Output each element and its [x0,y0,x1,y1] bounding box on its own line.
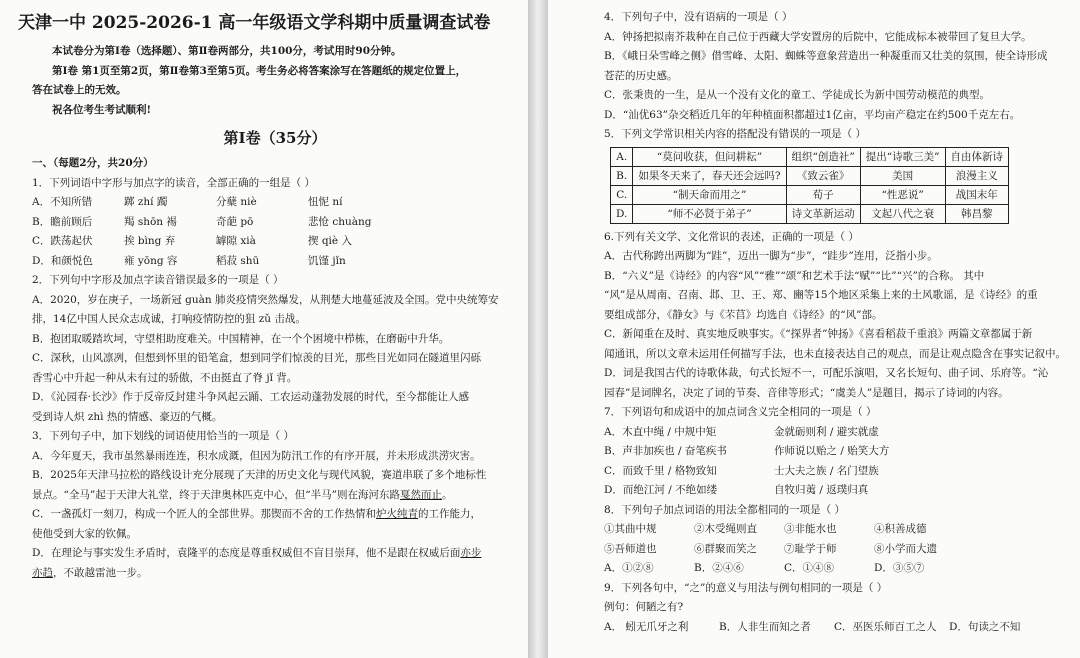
question-8 [604,501,1072,579]
question-4 [604,8,1072,125]
q2-option-c-cont: 香雪心中升起一种从未有过的骄傲，不由挺直了脊 jǐ 背。 [32,371,298,384]
q3-option-d-cont: 亦趋，不敢越雷池一步。 [32,566,148,579]
q2-option-b[interactable]: B．抱团取暖踏坎坷，守望相助度难关。中国精神，在一个个困境中栉栋，在磨砺中升华。 [32,332,450,345]
q1-option-c[interactable]: C．跌荡起伏 挨 bìng 弃 罅隙 xià 揳 qiè 入 [32,235,352,247]
part-header: 一、（每题2分，共20分） [32,157,154,169]
underlined-phrase: 亦步 [460,547,482,559]
question-1 [32,174,518,272]
question-3 [32,427,518,583]
q2-option-a-cont: 排，14亿中国人民众志成诚，打响疫情防控的狙 zǔ 击战。 [32,313,306,325]
question-7 [604,403,1072,501]
q7-option-a[interactable]: A．木直中绳 / 中规中矩 金就砺则利 / 避实就虚 [604,425,879,438]
q5-row-d[interactable]: D. “师不必贤于弟子” 诗文革新运动 文起八代之衰 韩昌黎 [611,204,1009,223]
exam-intro-2b: 答在试卷上的无效。 [32,84,127,96]
section-title: 第Ⅰ卷（35分） [223,129,327,147]
q4-option-b[interactable]: B．《峨日朵雪峰之侧》借雪峰、太阳、蜘蛛等意象营造出一种凝重而又壮美的氛围，使全诗形成 [604,50,1048,62]
question-2 [32,271,518,427]
q7-option-b[interactable]: B．声非加疾也 / 奋笔疾书 作师说以贻之 / 贻笑大方 [604,445,890,457]
q6-option-d-cont: 园春”是词牌名，决定了词的节奏、音律等形式；“虞美人”是题目，揭示了诗词的内容。 [604,386,1009,399]
underlined-phrase: 亦趋 [32,566,53,579]
q6-option-b-cont2: 要组成部分，《静女》与《芣苢》均选自《诗经》的“风”部。 [604,308,883,321]
left-page [0,0,528,658]
q9-example: 例句：何陋之有? [604,601,684,613]
q5-row-a[interactable]: A. “莫问收获，但问耕耘” 组织“创造社” 提出“诗歌三美” 自由体新诗 [611,147,1009,166]
q6-option-a[interactable]: A．古代称跨出两脚为“跬”，迈出一脚为“步”，“跬步”连用，泛指小步。 [604,250,938,262]
q6-option-c-cont: 闻通讯，所以文章未运用任何描写手法，也未直接表达自己的观点，而是让观点隐含在事实记叙中。 [604,347,1066,360]
page-gutter [528,0,548,658]
q2-option-a[interactable]: A．2020，岁在庚子，一场新冠 guàn 肺炎疫情突然爆发，从荆楚大地蔓延波及全国。党中央统筹安 [32,293,499,306]
q4-option-a[interactable]: A．钟扬把拟南芥栽种在自己位于西藏大学安置房的后院中，它能成标本被带回了复旦大学。 [604,30,1032,43]
q8-stem: 8．下列句子加点词语的用法全都相同的一项是（ ） [604,503,846,516]
q2-option-d[interactable]: D．《沁园春·长沙》作于反帝反封建斗争风起云踊、工农运动蓬勃发展的时代，至今都能让人感 [32,391,470,403]
q1-option-d[interactable]: D．和颜悦色 雍 yōng 容 稻菽 shū 饥馑 jǐn [32,254,346,267]
q4-stem: 4．下列句子中，没有语病的一项是（ ） [604,11,793,23]
q6-option-c[interactable]: C．新闻重在及时、真实地反映事实。《“探界者”钟扬》《喜看稻菽千重浪》两篇文章都属于新 [604,328,1033,340]
q5-row-b[interactable]: B. 如果冬天来了，春天还会远吗? 《致云雀》 美国 浪漫主义 [611,166,1009,185]
q2-option-d-cont: 受到诗人炽 zhì 热的情感、豪迈的气概。 [32,410,223,423]
q3-stem: 3．下列句子中，加下划线的词语使用恰当的一项是（ ） [32,430,295,442]
q3-option-b[interactable]: B．2025年天津马拉松的路线设计充分展现了天津的历史文化与现代风貌，赛道串联了多个地标性 [32,469,487,481]
q6-option-b-cont: “风”是从周南、召南、邶、卫、王、郑、豳等15个地区采集上来的土风歌谣，是《诗经》的重 [604,289,1038,301]
q1-option-a[interactable]: A．不知所错 踯 zhí 躅 分蘖 niè 忸怩 ní [32,196,343,208]
exam-title: 天津一中 2025-2026-1 高一年级语文学科期中质量调查试卷 [18,13,491,33]
q6-option-d[interactable]: D．词是我国古代的诗歌体裁，句式长短不一，可配乐演唱，又名长短句、曲子词、乐府等。“沁 [604,367,1049,379]
q9-stem: 9．下列各句中，“之”的意义与用法与例句相同的一项是（ ） [604,581,888,594]
question-5 [604,125,1072,224]
underlined-phrase: 戛然而止 [399,488,442,501]
q6-option-b[interactable]: B．“六义”是《诗经》的内容“风”“雅”“颂”和艺术手法“赋”“比”“兴”的合称。 其中 [604,269,985,282]
q3-option-c-cont: 使他受到大家的钦佩。 [32,527,137,540]
q8-items-row-1: ①其曲中规 ②木受绳则直 ③非能水也 ④积善成德 [604,523,927,535]
question-9 [604,579,1072,638]
q7-stem: 7．下列语句和成语中的加点词含义完全相同的一项是（ ） [604,406,877,418]
q7-option-d[interactable]: D．而绝江河 / 不绝如缕 自牧归荑 / 返璞归真 [604,484,869,496]
q7-option-c[interactable]: C．而致千里 / 格物致知 士大夫之族 / 名门望族 [604,464,879,477]
q5-stem: 5．下列文学常识相关内容的搭配没有错误的一项是（ ） [604,128,867,140]
q8-choices[interactable]: A．①②⑧ B．②④⑥ C．①④⑧ D．③⑤⑦ [604,562,925,574]
q4-option-c[interactable]: C．张秉贵的一生，是从一个没有文化的童工、学徒成长为新中国劳动模范的典型。 [604,89,991,101]
q1-option-b[interactable]: B．瞻前顾后 羯 shōn 裼 奇葩 pō 悲怆 chuàng [32,215,372,228]
exam-intro-2a: 第Ⅰ卷 第1页至第2页，第Ⅱ卷第3至第5页。考生务必将答案涂写在答题纸的规定位置上， [52,64,467,77]
q5-table [610,147,1009,224]
q3-option-a[interactable]: A．今年夏天，我市虽然暴雨连连，积水成溉，但因为防汛工作的有序开展，并未形成洪涝灾害。 [32,449,481,462]
q6-stem: 6.下列有关文学、文化常识的表述，正确的一项是（ ） [604,230,859,243]
q2-option-c[interactable]: C．深秋，山风凛冽，但想到怀里的铅笔盒，想到同学们惊羡的目光，那些目光如同在隧道里闪砾 [32,352,482,364]
q2-stem: 2．下列句中字形及加点字读音错误最多的一项是（ ） [32,274,284,286]
question-6 [604,228,1072,404]
q3-option-d[interactable]: D．在理论与事实发生矛盾时，袁隆平的态度是尊重权威但不盲目崇拜，他不是跟在权威后面亦步 [32,547,482,559]
q4-option-b-cont: 苍茫的历史感。 [604,69,678,82]
q5-row-c[interactable]: C. “制天命而用之” 荀子 “性恶说” 战国末年 [611,185,1009,204]
exam-intro-3: 祝各位考生考试顺利! [52,103,152,116]
q4-option-d[interactable]: D．“汕优63”杂交稻近几年的年种植面积都超过1亿亩，平均亩产稳定在约500千克左右。 [604,108,1021,121]
underlined-phrase: 炉火纯青 [376,508,419,520]
right-page [548,0,1080,658]
exam-intro-1: 本试卷分为第Ⅰ卷（选择题）、第Ⅱ卷两部分，共100分，考试用时90分钟。 [52,45,402,57]
q1-stem: 1．下列词语中字形与加点字的读音，全部正确的一组是（ ） [32,176,316,189]
q9-choices[interactable]: A． 蚓无爪牙之利 B．人非生而知之者 C．巫医乐师百工之人 D．句读之不知 [604,620,1021,633]
q3-option-c[interactable]: C．一盏孤灯一刻刀，构成一个匠人的全部世界。那锲而不舍的工作热情和炉火纯青的工作能力， [32,508,482,520]
q8-items-row-2: ⑤吾师道也 ⑥群聚而笑之 ⑦耻学于师 ⑧小学而大遗 [604,542,937,555]
q3-option-b-cont: 景点。“全马”起于天津大礼堂，终于天津奥林匹克中心，但“半马”则在海河东路戛然而止。 [32,488,453,501]
